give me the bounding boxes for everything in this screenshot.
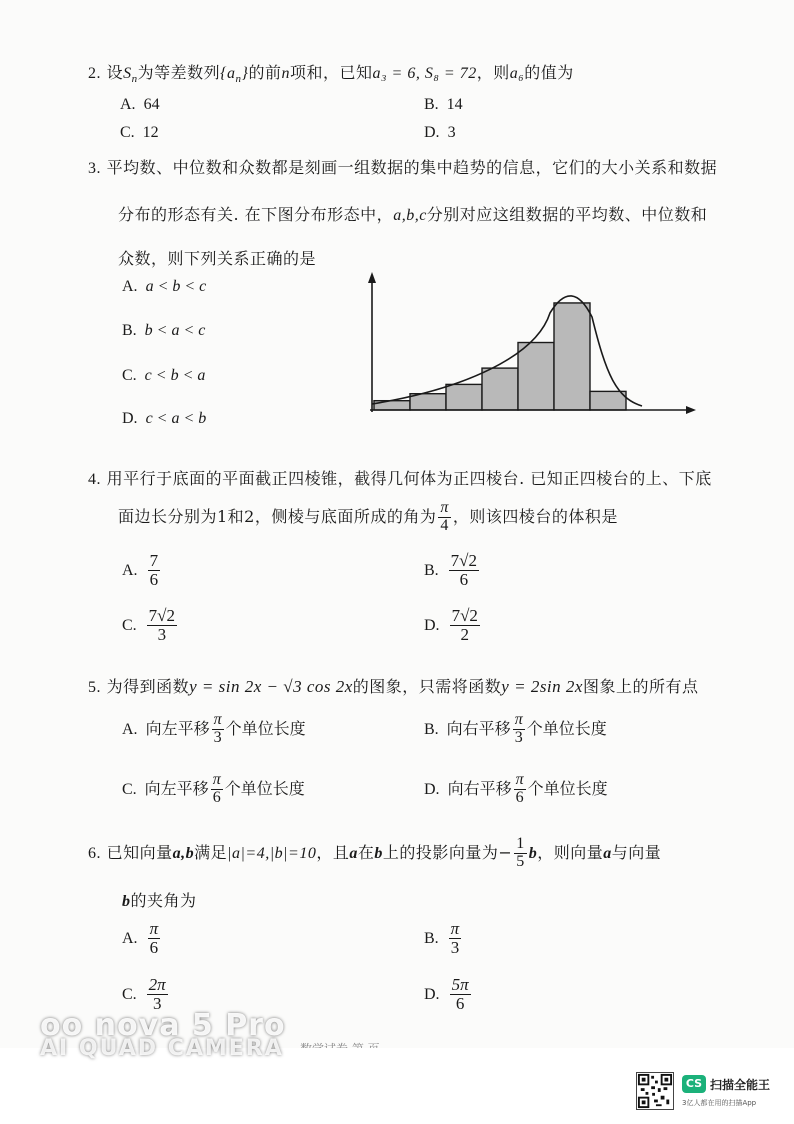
option-text: 个单位长度	[224, 778, 305, 798]
q5-option-b[interactable]	[424, 712, 607, 747]
q6-text: 与向量	[611, 842, 662, 862]
option-value: 12	[142, 124, 159, 141]
q6-projection-sign: −	[498, 842, 513, 862]
option-value: 14	[446, 96, 463, 113]
q2-sn-sub: n	[131, 73, 138, 86]
q4-angle-fraction	[438, 500, 451, 535]
option-fraction	[514, 772, 526, 807]
question-4	[88, 466, 712, 489]
q6-text: 上的投影向量为	[382, 842, 499, 862]
fraction-denominator: 6	[459, 569, 469, 589]
option-fraction	[211, 772, 223, 807]
q6-text: 满足	[194, 842, 228, 862]
option-text: 向右平移	[446, 718, 511, 738]
option-value: c < a < b	[145, 410, 207, 427]
fraction-denominator: 3	[514, 728, 523, 746]
fraction-denominator: 6	[212, 788, 221, 806]
fraction-denominator: 4	[440, 516, 449, 534]
fraction-denominator: 2	[460, 624, 469, 644]
q6-vector-b: b	[122, 893, 131, 910]
fraction-numerator: 7	[149, 551, 159, 570]
q6-line2	[122, 888, 197, 911]
histogram-bars	[374, 303, 626, 410]
fraction-numerator: 1	[516, 835, 525, 852]
q2-seq-sub: n	[235, 73, 242, 86]
fraction-numerator: π	[450, 919, 460, 938]
q6-text: 已知向量	[106, 842, 173, 862]
option-label: A.	[120, 96, 136, 113]
option-label: A.	[122, 561, 138, 579]
q5-option-c[interactable]	[122, 772, 305, 807]
q3-option-a[interactable]	[122, 276, 206, 296]
q5-text: 的图象，只需将函数	[352, 677, 502, 696]
q3-option-b[interactable]	[122, 320, 205, 340]
option-fraction	[449, 920, 462, 957]
question-number: 6.	[88, 844, 101, 862]
q5-option-d[interactable]	[424, 772, 608, 807]
q5-option-a[interactable]	[122, 712, 306, 747]
question-number: 5.	[88, 679, 101, 696]
q6-text: 的夹角为	[130, 891, 197, 910]
q6-vector-a: a	[349, 844, 358, 862]
q6-option-a[interactable]	[122, 920, 162, 957]
fraction-numerator: π	[514, 711, 523, 728]
option-value: 3	[447, 124, 456, 141]
q6-option-b[interactable]	[424, 920, 463, 957]
fraction-numerator: π	[515, 771, 524, 788]
camscanner-tagline: 3亿人都在用的扫描App	[682, 1099, 757, 1107]
fraction-denominator: 3	[450, 937, 460, 957]
question-number: 2.	[88, 65, 101, 82]
question-6	[88, 836, 661, 871]
option-label: B.	[424, 720, 439, 738]
fraction-numerator: π	[212, 771, 221, 788]
fraction-numerator: 5π	[451, 975, 469, 994]
fraction-denominator: 3	[213, 728, 222, 746]
option-label: A.	[122, 720, 138, 738]
q6-vectors: a,b	[172, 844, 195, 862]
q6-vector-a: a	[603, 844, 612, 862]
q5-text: 图象上的所有点	[582, 677, 699, 696]
camera-watermark: oo nova 5 Pro	[40, 1008, 286, 1043]
q2-text: 的前	[248, 63, 282, 82]
q2-text: 项和，已知	[289, 63, 373, 82]
option-text: 个单位长度	[225, 718, 306, 738]
q2-seq-end: }	[241, 65, 249, 82]
fraction-denominator: 3	[152, 993, 162, 1013]
fraction-denominator: 5	[516, 852, 525, 870]
q2-text: ，则	[476, 63, 510, 82]
option-label: D.	[424, 616, 440, 634]
option-text: 个单位长度	[527, 778, 608, 798]
q6-projection-vector: b	[528, 844, 538, 862]
option-label: C.	[122, 367, 137, 384]
option-text: 向左平移	[145, 718, 210, 738]
option-label: C.	[122, 780, 137, 798]
q4-line1: 用平行于底面的平面截正四棱锥，截得几何体为正四棱台. 已知正四棱台的上、下底	[106, 469, 712, 488]
camscanner-logo-icon: CS	[682, 1075, 706, 1093]
q6-option-d[interactable]	[424, 976, 473, 1013]
histogram-bar-3	[446, 384, 482, 410]
fraction-numerator: π	[440, 499, 449, 516]
q2-a6: a₆	[509, 65, 525, 82]
q4-option-c[interactable]	[122, 607, 179, 644]
q2-option-a[interactable]	[120, 94, 160, 114]
q2-text: 设	[106, 63, 124, 82]
camscanner-app-name: 扫描全能王	[710, 1078, 771, 1092]
option-label: B.	[424, 929, 439, 947]
histogram-bar-6	[554, 303, 590, 410]
q3-line2	[118, 202, 707, 225]
fraction-denominator: 6	[455, 993, 465, 1013]
option-label: C.	[120, 124, 135, 141]
option-value: 64	[143, 96, 160, 113]
question-3	[88, 155, 717, 178]
option-fraction	[148, 920, 161, 957]
q3-line1: 平均数、中位数和众数都是刻画一组数据的集中趋势的信息，它们的大小关系和数据	[106, 158, 718, 177]
q4-option-b[interactable]	[424, 552, 481, 589]
option-value: b < a < c	[144, 322, 206, 339]
camera-watermark-sub	[40, 1036, 340, 1048]
q6-text: ，且	[316, 842, 350, 862]
fraction-denominator: 3	[157, 624, 167, 644]
q5-function-2: y = 2sin 2x	[501, 677, 583, 696]
option-text: 个单位长度	[526, 718, 607, 738]
q6-projection-fraction	[514, 836, 527, 871]
q4-text: 面边长分别为1和2，侧棱与底面所成的角为	[118, 506, 437, 526]
option-fraction	[513, 712, 525, 747]
option-fraction	[450, 976, 471, 1013]
option-text: 向左平移	[144, 778, 209, 798]
question-5	[88, 674, 698, 697]
qr-code-icon	[636, 1072, 674, 1110]
option-text: 向右平移	[447, 778, 512, 798]
option-label: C.	[122, 616, 137, 634]
q2-option-c[interactable]	[120, 122, 159, 142]
q2-text: 的值为	[524, 63, 574, 82]
option-value: a < b < c	[145, 278, 207, 295]
fraction-numerator: 7√2	[148, 606, 176, 625]
option-label: D.	[424, 985, 440, 1003]
question-2	[88, 60, 574, 85]
option-fraction	[450, 607, 480, 644]
fraction-numerator: 2π	[148, 975, 166, 994]
option-label: A.	[122, 278, 138, 295]
q3-line3: 众数，则下列关系正确的是	[118, 249, 317, 268]
fraction-denominator: 6	[149, 937, 159, 957]
question-number: 4.	[88, 471, 101, 488]
q2-option-d[interactable]	[424, 122, 456, 142]
q2-sn: S	[123, 65, 132, 82]
option-label: A.	[122, 929, 138, 947]
option-label: D.	[424, 780, 440, 798]
distribution-chart	[360, 270, 700, 420]
q6-condition: |a|=4,|b|=10	[227, 844, 317, 862]
option-value: c < b < a	[144, 367, 206, 384]
y-axis-arrow-icon	[368, 272, 376, 283]
q5-text: 为得到函数	[106, 677, 190, 696]
option-label: B.	[424, 561, 439, 579]
fraction-numerator: π	[213, 711, 222, 728]
histogram-bar-4	[482, 368, 518, 410]
q2-seq: {a	[220, 65, 236, 82]
q3-text: 分别对应这组数据的平均数、中位数和	[426, 205, 708, 224]
q3-vars: a,b,c	[393, 207, 427, 224]
question-number: 3.	[88, 160, 101, 177]
q6-text: 在	[357, 842, 375, 862]
q4-option-a[interactable]	[122, 552, 162, 589]
fraction-numerator: 7√2	[450, 551, 478, 570]
fraction-denominator: 6	[149, 569, 159, 589]
q3-option-c[interactable]	[122, 365, 205, 385]
q2-condition: a₃ = 6, S₈ = 72	[372, 65, 477, 82]
histogram-bar-5	[518, 343, 554, 410]
fraction-numerator: 7√2	[451, 606, 478, 625]
q2-n: n	[281, 65, 290, 82]
x-axis-arrow-icon	[686, 406, 696, 414]
q5-function-1: y = sin 2x − √3 cos 2x	[189, 677, 353, 696]
option-fraction	[148, 552, 161, 589]
histogram-bar-7	[590, 391, 626, 410]
fraction-numerator: π	[149, 919, 159, 938]
option-fraction	[449, 552, 479, 589]
q3-text: 分布的形态有关. 在下图分布形态中，	[118, 205, 394, 224]
option-label: D.	[424, 124, 440, 141]
q4-option-d[interactable]	[424, 607, 482, 644]
q4-line2	[118, 500, 618, 535]
q2-option-b[interactable]	[424, 94, 463, 114]
fraction-denominator: 6	[515, 788, 524, 806]
option-fraction	[212, 712, 224, 747]
q6-vector-b: b	[374, 844, 383, 862]
option-label: C.	[122, 985, 137, 1003]
q6-text: ，则向量	[537, 842, 604, 862]
option-label: D.	[122, 410, 138, 427]
option-fraction	[147, 607, 177, 644]
option-label: B.	[424, 96, 439, 113]
q3-option-d[interactable]	[122, 408, 206, 428]
option-label: B.	[122, 322, 137, 339]
q2-text: 为等差数列	[137, 63, 221, 82]
q4-text: ，则该四棱台的体积是	[452, 506, 618, 526]
